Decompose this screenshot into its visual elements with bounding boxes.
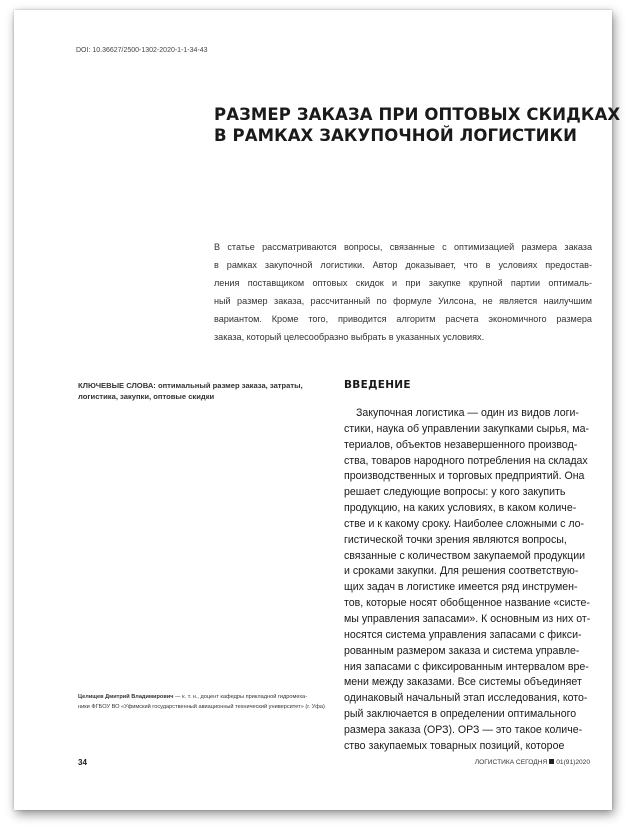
body-line: рый заключается в определении оптимального [344,708,577,721]
body-line: гистической точки зрения являются вопросы, [344,533,567,546]
body-line: щих задач в логистике имеется ряд инструмен- [344,581,578,594]
doi-label: DOI: 10.36627/2500-1302-2020-1-1-34-43 [76,47,208,54]
body-line: рованным размером заказа и система управле- [344,644,580,657]
journal-name: ЛОГИСТИКА СЕГОДНЯ [474,759,548,766]
author-info [78,692,338,712]
author-line [78,692,338,702]
abstract-line: заказа, который целесообразно выбрать в указанных условиях. [214,332,485,342]
abstract [214,238,592,346]
body-line: тов, которые носят обобщенное название «систе- [344,597,590,610]
abstract-line: вариантом. Кроме того, приводится алгоритм расчета экономичного размера [214,314,592,324]
abstract-line: В статье рассматриваются вопросы, связанные с оптимизацией размера заказа [214,242,592,252]
abstract-line: в рамках закупочной логистики. Автор доказывает, что в условиях предостав- [214,260,592,270]
abstract-line: ления поставщиком оптовых скидок и при закупке крупной партии оптималь- [214,278,592,288]
body-line: носятся система управления запасами с фикси- [344,628,582,641]
title-line: В РАМКАХ ЗАКУПОЧНОЙ ЛОГИСТИКИ [214,126,578,145]
body-line: ния запасами с фиксированным интервалом вре- [344,660,589,673]
square-separator-icon [549,759,554,764]
page-number: 34 [78,758,87,767]
keywords-line: КЛЮЧЕВЫЕ СЛОВА: оптимальный размер заказа, затраты, [78,381,303,390]
author-affiliation: ники ФГБОУ ВО «Уфимский государственный авиационный технический университет» (г. Уфа) [78,704,325,710]
keywords-line: логистика, закупки, оптовые скидки [78,392,215,401]
body-line: и сроками закупки. Для решения соответствую- [344,565,579,578]
body-line: размера заказа (ОРЗ). ОРЗ — это такое количе- [344,723,583,736]
body-line: Закупочная логистика — один из видов логи- [356,407,579,419]
article-title [214,104,621,146]
body-line: связанные с количеством закупаемой продукции [344,549,586,562]
journal-footer [475,759,590,766]
issue-number: 01(91)2020 [556,759,590,766]
journal-page [14,10,621,810]
author-position: — к. т. н., доцент кафедры прикладной гидромеха- [173,694,308,700]
body-line: одинаковый начальный этап исследования, кото- [344,692,588,705]
body-line: ство закупаемых товарных позиций, которое [344,739,565,752]
body-line: решает следующие вопросы: у кого закупить [344,486,566,499]
section-heading: ВВЕДЕНИЕ [344,379,411,391]
body-line: ства, товаров народного потребления на складах [344,454,588,467]
body-line: мени между заказами. Все системы объединяет [344,676,582,689]
author-name: Целищев Дмитрий Владимирович [78,694,174,700]
keywords [78,380,318,402]
body-line: стве и к какому сроку. Наиболее сложными с ло- [344,517,585,530]
abstract-line: ный размер заказа, рассчитанный по формуле Уилсона, не является наилучшим [214,296,592,306]
body-line: стики, наука об управлении закупками сырья, ма- [344,422,590,435]
body-line: мы управления запасами». К основным из них от- [344,612,591,625]
body-line: териалов, объектов незавершенного производ- [344,438,578,451]
body-line: производственных и торговых предприятий. Она [344,470,585,483]
title-line: РАЗМЕР ЗАКАЗА ПРИ ОПТОВЫХ СКИДКАХ [214,105,621,124]
body-line: продукцию, на каких условиях, в каком количе- [344,502,577,515]
body-text [344,406,594,755]
